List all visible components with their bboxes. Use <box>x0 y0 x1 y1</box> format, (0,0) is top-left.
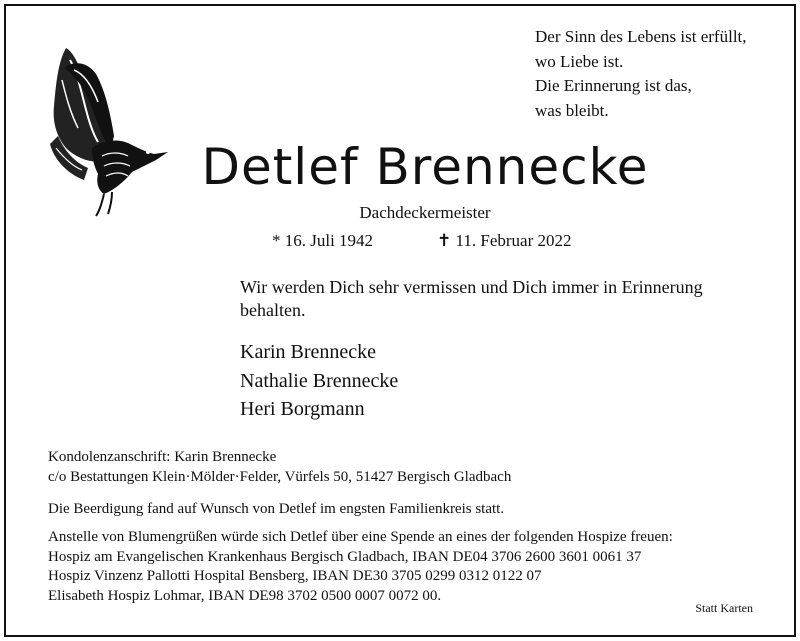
birth-date: * 16. Juli 1942 <box>272 231 374 250</box>
motto <box>535 25 747 123</box>
funeral-note-text: Die Beerdigung fand auf Wunsch von Detlef im engsten Familienkreis statt. <box>48 501 505 517</box>
mourner-name: Heri Borgmann <box>240 398 365 420</box>
motto-line: Die Erinnerung ist das, <box>535 76 692 95</box>
condolence-line: Kondolenzanschrift: Karin Brennecke <box>48 449 277 465</box>
farewell-message: Wir werden Dich sehr vermissen und Dich immer in Erinnerung behalten. <box>240 277 703 320</box>
hospice-entry: Elisabeth Hospiz Lohmar, IBAN DE98 3702 0500 0007 0072 00. <box>48 587 442 604</box>
motto-line: Der Sinn des Lebens ist erfüllt, <box>535 27 747 46</box>
donation-request <box>48 528 673 606</box>
donation-intro: Anstelle von Blumengrüßen würde sich Detlef über eine Spende an eines der folgenden Hospize freuen: <box>48 529 673 545</box>
statt-karten-note: Statt Karten <box>695 601 753 615</box>
condolence-address <box>48 448 511 487</box>
deceased-name: Detlef Brennecke <box>201 138 649 196</box>
death-date: ✝ 11. Februar 2022 <box>437 231 572 250</box>
deceased-profession: Dachdeckermeister <box>359 203 491 222</box>
hospice-entry: Hospiz am Evangelischen Krankenhaus Bergisch Gladbach, IBAN DE04 3706 2600 3601 0061 37 <box>48 548 642 565</box>
hospice-entry: Hospiz Vinzenz Pallotti Hospital Bensberg, IBAN DE30 3705 0299 0312 0122 07 <box>48 568 542 584</box>
mourner-name: Karin Brennecke <box>240 341 377 363</box>
motto-line: wo Liebe ist. <box>535 51 624 71</box>
mourner-name: Nathalie Brennecke <box>240 369 399 392</box>
mourners-list <box>240 338 398 424</box>
condolence-line: c/o Bestattungen Klein·Mölder·Felder, Vürfels 50, 51427 Bergisch Gladbach <box>48 468 512 485</box>
motto-line: was bleibt. <box>535 100 609 120</box>
funeral-note <box>48 500 504 520</box>
